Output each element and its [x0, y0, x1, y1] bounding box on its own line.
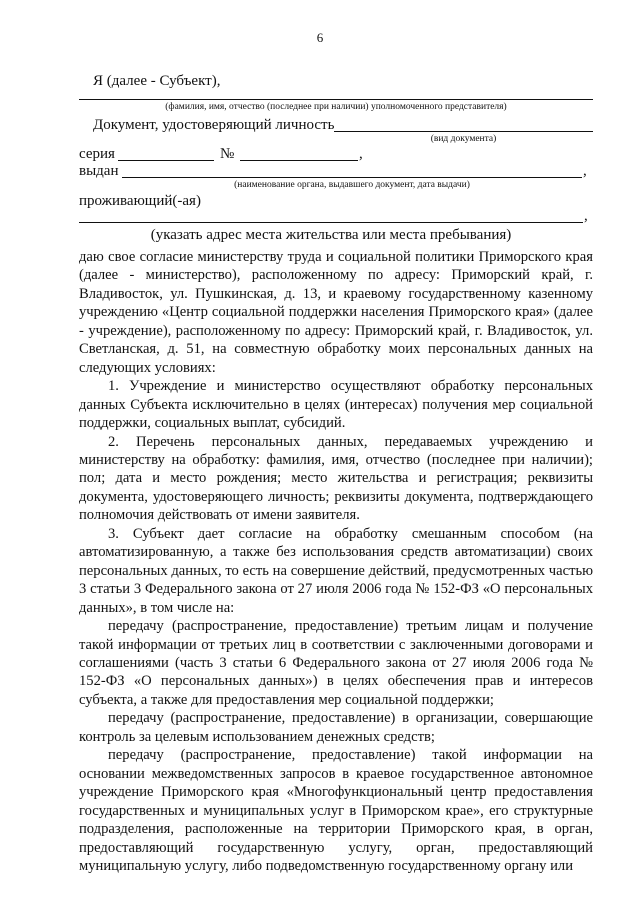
paragraph-transfer-control: передачу (распространение, предоставление) в организации, совершающие контроль за целевым использованием денежных средств;	[79, 710, 593, 745]
series-comma: ,	[359, 146, 363, 162]
paragraph-transfer-third-parties: передачу (распространение, предоставление) третьим лицам и получение такой информации от третьих лиц в соответствии с заключенными договорами и соглашениями (часть 3 статьи 6 Федерального закона от 27 июля 2006 года № 152-ФЗ «О персональных данных») в целях обеспечения прав и интересов субъекта, а также для предоставления мер социальной поддержки;	[79, 618, 593, 708]
residing-label: проживающий(-ая)	[79, 193, 201, 209]
paragraph-item-1: 1. Учреждение и министерство осуществляют обработку персональных данных Субъекта исключительно в целях (интересах) получения мер социальной поддержки, социальных выплат, субсидий.	[79, 378, 593, 432]
number-label: №	[220, 146, 235, 162]
fio-caption: (фамилия, имя, отчество (последнее при наличии) уполномоченного представителя)	[165, 102, 507, 112]
number-line[interactable]	[240, 160, 358, 161]
fio-line[interactable]	[79, 99, 593, 100]
doc-type-caption: (вид документа)	[430, 134, 497, 144]
subject-intro: Я (далее - Субъект),	[93, 73, 221, 89]
address-comma: ,	[584, 208, 588, 224]
issuer-caption: (наименование органа, выдавшего документ, дата выдачи)	[234, 180, 470, 190]
address-caption: (указать адрес места жительства или места пребывания)	[150, 227, 512, 243]
doc-type-line[interactable]	[334, 131, 593, 132]
issued-comma: ,	[583, 163, 587, 179]
page-number: 6	[316, 30, 324, 45]
doc-label: Документ, удостоверяющий личность	[93, 117, 335, 133]
series-label: серия	[79, 146, 115, 162]
address-line[interactable]	[79, 222, 583, 223]
paragraph-consent: даю свое согласие министерству труда и социальной политики Приморского края (далее - министерство), расположенному по адресу: Приморский край, г. Владивосток, ул. Пушкинская, д. 13, и краевому государственному казенному учреждению «Центр социальной поддержки населения Приморского края» (далее - учреждение), расположенному по адресу: Приморский край, г. Владивосток, ул. Светланская, д. 51, на совместную обработку моих персональных данных на следующих условиях:	[79, 249, 593, 376]
paragraph-item-2: 2. Перечень персональных данных, передаваемых учреждению и министерству на обработку: фамилия, имя, отчество (последнее при наличии); пол; дата и место рождения; место жительства и регистрация; реквизиты документа, удостоверяющего личность; реквизиты документа, подтверждающего полномочия действовать от имени заявителя.	[79, 433, 593, 524]
issuer-line[interactable]	[122, 177, 582, 178]
series-line[interactable]	[118, 160, 214, 161]
consent-body	[79, 248, 593, 875]
paragraph-transfer-mfc: передачу (распространение, предоставление) такой информации на основании межведомственных запросов в краевое государственное автономное учреждение Приморского края «Многофункциональный центр предоставления государственных и муниципальных услуг в Приморском крае», его структурные подразделения, расположенные на территории Приморского края, в орган, предоставляющий государственную услугу, орган, предоставляющий муниципальную услугу, либо подведомственную государственному органу или	[79, 747, 593, 874]
issued-label: выдан	[79, 163, 119, 179]
paragraph-item-3: 3. Субъект дает согласие на обработку смешанным способом (на автоматизированную, а также без использования средств автоматизации) своих персональных данных, то есть на совершение действий, предусмотренных частью 3 статьи 3 Федерального закона от 27 июля 2006 года № 152-ФЗ «О персональных данных», в том числе на:	[79, 525, 593, 616]
